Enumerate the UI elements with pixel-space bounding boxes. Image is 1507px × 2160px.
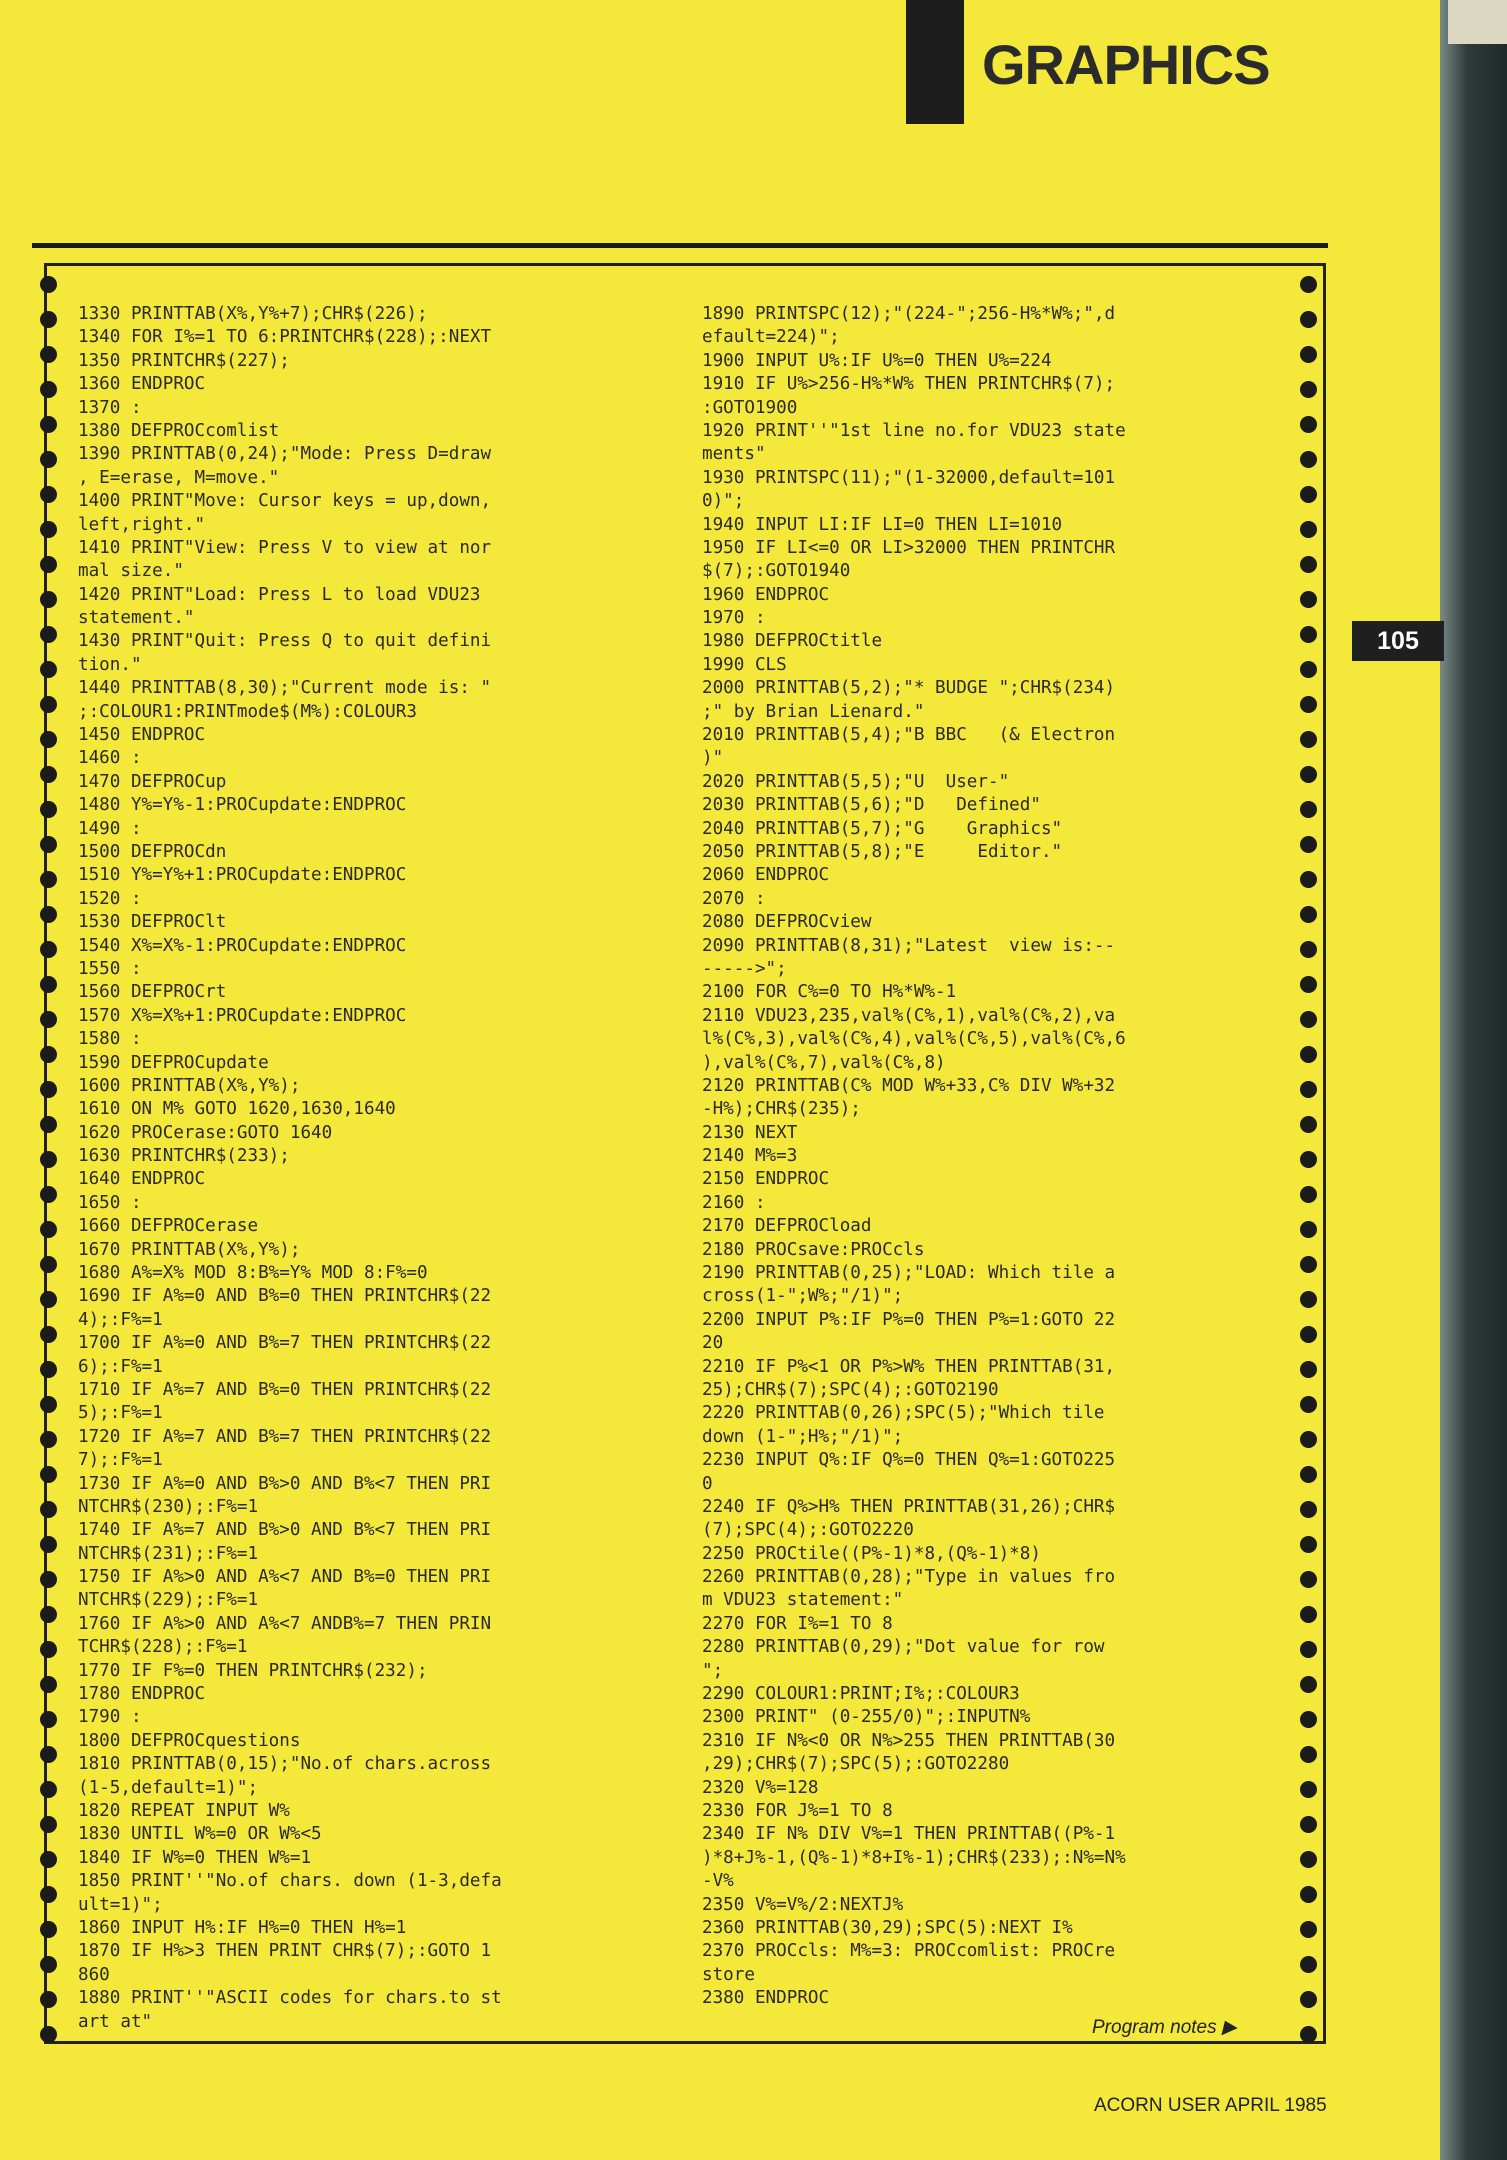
sprocket-hole xyxy=(1300,1536,1317,1553)
sprocket-hole xyxy=(1300,1081,1317,1098)
sprocket-hole xyxy=(40,906,57,923)
code-line: ;" by Brian Lienard." xyxy=(702,701,925,722)
code-line: 1360 ENDPROC xyxy=(78,374,206,395)
code-line: 1690 IF A%=0 AND B%=0 THEN PRINTCHR$(22 xyxy=(78,1286,492,1307)
code-line: -V% xyxy=(702,1871,734,1892)
code-line: 2220 PRINTTAB(0,26);SPC(5);"Which tile xyxy=(702,1403,1105,1424)
sprocket-hole xyxy=(40,1746,57,1763)
sprocket-hole xyxy=(1300,451,1317,468)
code-line: 1720 IF A%=7 AND B%=7 THEN PRINTCHR$(22 xyxy=(78,1426,492,1447)
code-line: (7);SPC(4);:GOTO2220 xyxy=(702,1520,914,1541)
sprocket-hole xyxy=(40,1536,57,1553)
code-line: 1640 ENDPROC xyxy=(78,1169,206,1190)
code-line: ),val%(C%,7),val%(C%,8) xyxy=(702,1052,946,1073)
code-line: 2340 IF N% DIV V%=1 THEN PRINTTAB((P%-1 xyxy=(702,1824,1116,1845)
code-line: )" xyxy=(702,748,724,769)
sprocket-hole xyxy=(1300,276,1317,293)
sprocket-hole xyxy=(40,1326,57,1343)
top-rule xyxy=(32,243,1328,248)
code-line: 1810 PRINTTAB(0,15);"No.of chars.across xyxy=(78,1754,492,1775)
sprocket-hole xyxy=(40,661,57,678)
sprocket-hole xyxy=(40,1011,57,1028)
code-line: down (1-";H%;"/1)"; xyxy=(702,1426,904,1447)
sprocket-hole xyxy=(40,486,57,503)
code-line: 2010 PRINTTAB(5,4);"B BBC (& Electron xyxy=(702,725,1116,746)
sprocket-hole xyxy=(1300,1431,1317,1448)
sprocket-hole xyxy=(1300,1326,1317,1343)
code-line: -H%);CHR$(235); xyxy=(702,1099,861,1120)
sprocket-hole xyxy=(1300,1956,1317,1973)
sprocket-hole xyxy=(1300,1186,1317,1203)
code-line: 1870 IF H%>3 THEN PRINT CHR$(7);:GOTO 1 xyxy=(78,1941,492,1962)
code-line: 1730 IF A%=0 AND B%>0 AND B%<7 THEN PRI xyxy=(78,1473,492,1494)
sprocket-hole xyxy=(40,1291,57,1308)
sprocket-hole xyxy=(40,521,57,538)
code-line: ments" xyxy=(702,444,766,465)
code-line: 1400 PRINT"Move: Cursor keys = up,down, xyxy=(78,491,492,512)
sprocket-hole xyxy=(40,1886,57,1903)
code-line: l%(C%,3),val%(C%,4),val%(C%,5),val%(C%,6 xyxy=(702,1029,1126,1050)
code-line: 1800 DEFPROCquestions xyxy=(78,1730,301,1751)
code-line: 2070 : xyxy=(702,888,766,909)
sprocket-hole xyxy=(1300,1676,1317,1693)
code-line: 1350 PRINTCHR$(227); xyxy=(78,350,290,371)
sprocket-hole xyxy=(1300,486,1317,503)
code-line: 5);:F%=1 xyxy=(78,1403,163,1424)
sprocket-hole xyxy=(1300,1641,1317,1658)
code-line: 2180 PROCsave:PROCcls xyxy=(702,1239,925,1260)
code-line: NTCHR$(231);:F%=1 xyxy=(78,1543,259,1564)
code-line: 2280 PRINTTAB(0,29);"Dot value for row xyxy=(702,1637,1105,1658)
code-line: 1540 X%=X%-1:PROCupdate:ENDPROC xyxy=(78,935,407,956)
sprocket-hole xyxy=(40,591,57,608)
code-line: 1930 PRINTSPC(11);"(1-32000,default=101 xyxy=(702,467,1116,488)
code-line: , E=erase, M=move." xyxy=(78,467,280,488)
code-line: 2090 PRINTTAB(8,31);"Latest view is:-- xyxy=(702,935,1116,956)
listing-column-right xyxy=(702,303,1272,2011)
code-line: ult=1)"; xyxy=(78,1894,163,1915)
code-line: 1890 PRINTSPC(12);"(224-";256-H%*W%;",d xyxy=(702,304,1116,324)
code-line: 7);:F%=1 xyxy=(78,1450,163,1471)
sprocket-hole xyxy=(1300,1991,1317,2008)
issue-footer: ACORN USER APRIL 1985 xyxy=(1094,2095,1327,2116)
code-line: 2110 VDU23,235,val%(C%,1),val%(C%,2),va xyxy=(702,1005,1116,1026)
code-line: NTCHR$(230);:F%=1 xyxy=(78,1496,259,1517)
sprocket-hole xyxy=(1300,1361,1317,1378)
sprocket-hole xyxy=(1300,1046,1317,1063)
listing-column-left xyxy=(78,303,638,2034)
code-line: 1660 DEFPROCerase xyxy=(78,1216,259,1237)
code-line: 1990 CLS xyxy=(702,654,787,675)
code-line: tion." xyxy=(78,654,142,675)
code-line: 1380 DEFPROCcomlist xyxy=(78,420,280,441)
code-line: 2200 INPUT P%:IF P%=0 THEN P%=1:GOTO 22 xyxy=(702,1309,1116,1330)
sprocket-hole xyxy=(40,1921,57,1938)
code-line: 4);:F%=1 xyxy=(78,1309,163,1330)
code-line: 2140 M%=3 xyxy=(702,1146,798,1167)
sprocket-hole xyxy=(1300,626,1317,643)
code-line: 1760 IF A%>0 AND A%<7 ANDB%=7 THEN PRIN xyxy=(78,1613,492,1634)
sprocket-hole xyxy=(40,451,57,468)
sprocket-hole xyxy=(1300,1151,1317,1168)
sprocket-hole xyxy=(1300,346,1317,363)
sprocket-hole xyxy=(1300,1816,1317,1833)
sprocket-hole xyxy=(40,766,57,783)
sprocket-hole xyxy=(1300,1501,1317,1518)
code-line: 2300 PRINT" (0-255/0)";:INPUTN% xyxy=(702,1707,1031,1728)
code-line: 1700 IF A%=0 AND B%=7 THEN PRINTCHR$(22 xyxy=(78,1333,492,1354)
code-line: 2020 PRINTTAB(5,5);"U User-" xyxy=(702,771,1010,792)
sprocket-hole xyxy=(40,346,57,363)
code-line: 2130 NEXT xyxy=(702,1122,798,1143)
sprocket-hole xyxy=(1300,1781,1317,1798)
code-line: 2160 : xyxy=(702,1192,766,1213)
sprocket-hole xyxy=(40,1956,57,1973)
code-line: 1900 INPUT U%:IF U%=0 THEN U%=224 xyxy=(702,350,1052,371)
sprocket-hole xyxy=(40,1151,57,1168)
sprocket-hole xyxy=(1300,661,1317,678)
code-line: 2060 ENDPROC xyxy=(702,865,830,886)
code-line: 1840 IF W%=0 THEN W%=1 xyxy=(78,1847,312,1868)
sprocket-hole xyxy=(40,1501,57,1518)
code-line: 2360 PRINTTAB(30,29);SPC(5):NEXT I% xyxy=(702,1917,1073,1938)
sprocket-hole xyxy=(40,1361,57,1378)
code-line: 2050 PRINTTAB(5,8);"E Editor." xyxy=(702,841,1063,862)
code-line: ;:COLOUR1:PRINTmode$(M%):COLOUR3 xyxy=(78,701,417,722)
code-line: 1750 IF A%>0 AND A%<7 AND B%=0 THEN PRI xyxy=(78,1567,492,1588)
code-line: 2190 PRINTTAB(0,25);"LOAD: Which tile a xyxy=(702,1263,1116,1284)
code-line: 0 xyxy=(702,1473,713,1494)
code-line: 1940 INPUT LI:IF LI=0 THEN LI=1010 xyxy=(702,514,1063,535)
code-line: 1560 DEFPROCrt xyxy=(78,982,227,1003)
sprocket-holes-right xyxy=(1300,0,1320,2160)
code-line: 1920 PRINT''"1st line no.for VDU23 state xyxy=(702,420,1126,441)
sprocket-hole xyxy=(1300,1011,1317,1028)
sprocket-hole xyxy=(1300,871,1317,888)
code-line: store xyxy=(702,1964,755,1985)
section-title: GRAPHICS xyxy=(982,33,1270,96)
code-line: 1530 DEFPROClt xyxy=(78,912,227,933)
code-line: 1510 Y%=Y%+1:PROCupdate:ENDPROC xyxy=(78,865,407,886)
code-line: 1340 FOR I%=1 TO 6:PRINTCHR$(228);:NEXT xyxy=(78,327,492,348)
code-line: 1330 PRINTTAB(X%,Y%+7);CHR$(226); xyxy=(78,304,428,324)
code-line: 1830 UNTIL W%=0 OR W%<5 xyxy=(78,1824,322,1845)
sprocket-hole xyxy=(1300,1921,1317,1938)
code-line: 2000 PRINTTAB(5,2);"* BUDGE ";CHR$(234) xyxy=(702,678,1116,699)
code-line: 2030 PRINTTAB(5,6);"D Defined" xyxy=(702,795,1041,816)
code-line: 1850 PRINT''"No.of chars. down (1-3,defa xyxy=(78,1871,502,1892)
code-line: 1500 DEFPROCdn xyxy=(78,841,227,862)
code-line: 1630 PRINTCHR$(233); xyxy=(78,1146,290,1167)
sprocket-hole xyxy=(40,1711,57,1728)
code-line: 2250 PROCtile((P%-1)*8,(Q%-1)*8) xyxy=(702,1543,1041,1564)
code-line: 2150 ENDPROC xyxy=(702,1169,830,1190)
sprocket-hole xyxy=(40,1221,57,1238)
code-line: 1620 PROCerase:GOTO 1640 xyxy=(78,1122,333,1143)
code-line: 1370 : xyxy=(78,397,142,418)
code-line: 1910 IF U%>256-H%*W% THEN PRINTCHR$(7); xyxy=(702,374,1116,395)
sprocket-hole xyxy=(1300,1746,1317,1763)
sprocket-hole xyxy=(40,1186,57,1203)
code-line: 2170 DEFPROCload xyxy=(702,1216,872,1237)
sprocket-hole xyxy=(1300,591,1317,608)
sprocket-hole xyxy=(40,1606,57,1623)
code-line: 1470 DEFPROCup xyxy=(78,771,227,792)
code-line: 1770 IF F%=0 THEN PRINTCHR$(232); xyxy=(78,1660,428,1681)
sprocket-hole xyxy=(1300,1116,1317,1133)
code-line: 1820 REPEAT INPUT W% xyxy=(78,1801,290,1821)
sprocket-hole xyxy=(1300,1851,1317,1868)
code-line: 1390 PRINTTAB(0,24);"Mode: Press D=draw xyxy=(78,444,492,465)
sprocket-hole xyxy=(40,941,57,958)
sprocket-hole xyxy=(1300,801,1317,818)
sprocket-hole xyxy=(1300,2026,1317,2043)
code-line: m VDU23 statement:" xyxy=(702,1590,904,1611)
code-line: 1420 PRINT"Load: Press L to load VDU23 xyxy=(78,584,481,605)
code-line: 2310 IF N%<0 OR N%>255 THEN PRINTTAB(30 xyxy=(702,1730,1116,1751)
code-line: 1650 : xyxy=(78,1192,142,1213)
sprocket-hole xyxy=(1300,1221,1317,1238)
code-line: 2270 FOR I%=1 TO 8 xyxy=(702,1613,893,1634)
code-line: 1440 PRINTTAB(8,30);"Current mode is: " xyxy=(78,678,492,699)
code-line: 2290 COLOUR1:PRINT;I%;:COLOUR3 xyxy=(702,1684,1020,1705)
code-line: 1780 ENDPROC xyxy=(78,1684,206,1705)
sprocket-hole xyxy=(1300,416,1317,433)
code-line: 6);:F%=1 xyxy=(78,1356,163,1377)
sprocket-hole xyxy=(40,801,57,818)
sprocket-hole xyxy=(40,1851,57,1868)
code-line: 1880 PRINT''"ASCII codes for chars.to st xyxy=(78,1988,502,2009)
sprocket-hole xyxy=(40,1781,57,1798)
sprocket-hole xyxy=(1300,1291,1317,1308)
sprocket-hole xyxy=(40,1116,57,1133)
sprocket-hole xyxy=(1300,556,1317,573)
code-line: (1-5,default=1)"; xyxy=(78,1777,259,1798)
code-line: 1790 : xyxy=(78,1707,142,1728)
code-line: 1610 ON M% GOTO 1620,1630,1640 xyxy=(78,1099,396,1120)
code-line: efault=224)"; xyxy=(702,327,840,348)
sprocket-hole xyxy=(40,1081,57,1098)
code-line: 2330 FOR J%=1 TO 8 xyxy=(702,1801,893,1821)
code-line: 1450 ENDPROC xyxy=(78,725,206,746)
program-notes-link[interactable]: Program notes ▶ xyxy=(1092,2017,1237,2038)
code-line: 1960 ENDPROC xyxy=(702,584,830,605)
sprocket-hole xyxy=(1300,1466,1317,1483)
sprocket-hole xyxy=(40,871,57,888)
sprocket-hole xyxy=(1300,906,1317,923)
sprocket-hole xyxy=(40,1431,57,1448)
code-line: 2230 INPUT Q%:IF Q%=0 THEN Q%=1:GOTO225 xyxy=(702,1450,1116,1471)
code-line: 1740 IF A%=7 AND B%>0 AND B%<7 THEN PRI xyxy=(78,1520,492,1541)
code-line: 2370 PROCcls: M%=3: PROCcomlist: PROCre xyxy=(702,1941,1116,1962)
code-line: 1670 PRINTTAB(X%,Y%); xyxy=(78,1239,301,1260)
page-edge-shadow xyxy=(1440,0,1507,2160)
sprocket-hole xyxy=(40,731,57,748)
code-line: 1950 IF LI<=0 OR LI>32000 THEN PRINTCHR xyxy=(702,537,1116,558)
sprocket-hole xyxy=(40,836,57,853)
sprocket-hole xyxy=(40,1676,57,1693)
sprocket-hole xyxy=(40,1256,57,1273)
code-line: ,29);CHR$(7);SPC(5);:GOTO2280 xyxy=(702,1754,1010,1775)
sprocket-holes-left xyxy=(40,0,60,2160)
code-line: 2080 DEFPROCview xyxy=(702,912,872,933)
sprocket-hole xyxy=(40,1641,57,1658)
code-line: )*8+J%-1,(Q%-1)*8+I%-1);CHR$(233);:N%=N% xyxy=(702,1847,1126,1868)
sprocket-hole xyxy=(1300,696,1317,713)
sprocket-hole xyxy=(1300,521,1317,538)
code-line: 1490 : xyxy=(78,818,142,839)
code-line: TCHR$(228);:F%=1 xyxy=(78,1637,248,1658)
code-line: 2120 PRINTTAB(C% MOD W%+33,C% DIV W%+32 xyxy=(702,1075,1116,1096)
code-line: 2210 IF P%<1 OR P%>W% THEN PRINTTAB(31, xyxy=(702,1356,1116,1377)
sprocket-hole xyxy=(40,1816,57,1833)
sprocket-hole xyxy=(1300,1571,1317,1588)
code-line: 1600 PRINTTAB(X%,Y%); xyxy=(78,1075,301,1096)
code-line: 1460 : xyxy=(78,748,142,769)
code-line: 1580 : xyxy=(78,1029,142,1050)
code-line: 2320 V%=128 xyxy=(702,1777,819,1798)
code-line: NTCHR$(229);:F%=1 xyxy=(78,1590,259,1611)
code-line: art at" xyxy=(78,2011,153,2032)
sprocket-hole xyxy=(40,1466,57,1483)
sprocket-hole xyxy=(1300,1711,1317,1728)
code-line: 2240 IF Q%>H% THEN PRINTTAB(31,26);CHR$ xyxy=(702,1496,1116,1517)
page-corner xyxy=(1448,0,1507,44)
code-line: $(7);:GOTO1940 xyxy=(702,561,851,582)
code-line: 1860 INPUT H%:IF H%=0 THEN H%=1 xyxy=(78,1917,407,1938)
sprocket-hole xyxy=(1300,766,1317,783)
sprocket-hole xyxy=(40,416,57,433)
sprocket-hole xyxy=(40,696,57,713)
sprocket-hole xyxy=(40,381,57,398)
code-line: ----->"; xyxy=(702,958,787,979)
code-line: 2040 PRINTTAB(5,7);"G Graphics" xyxy=(702,818,1063,839)
sprocket-hole xyxy=(40,626,57,643)
code-line: 1430 PRINT"Quit: Press Q to quit defini xyxy=(78,631,492,652)
code-line: statement." xyxy=(78,608,195,629)
code-line: 2350 V%=V%/2:NEXTJ% xyxy=(702,1894,904,1915)
code-line: 1980 DEFPROCtitle xyxy=(702,631,883,652)
code-line: 1410 PRINT"View: Press V to view at nor xyxy=(78,537,492,558)
sprocket-hole xyxy=(40,1046,57,1063)
sprocket-hole xyxy=(40,1571,57,1588)
code-line: 25);CHR$(7);SPC(4);:GOTO2190 xyxy=(702,1379,999,1400)
sprocket-hole xyxy=(1300,731,1317,748)
sprocket-hole xyxy=(40,976,57,993)
code-line: 1680 A%=X% MOD 8:B%=Y% MOD 8:F%=0 xyxy=(78,1263,428,1284)
code-line: 1570 X%=X%+1:PROCupdate:ENDPROC xyxy=(78,1005,407,1026)
sprocket-hole xyxy=(1300,976,1317,993)
code-line: 1520 : xyxy=(78,888,142,909)
sprocket-hole xyxy=(40,556,57,573)
code-line: left,right." xyxy=(78,514,206,535)
header-bar xyxy=(906,0,964,124)
sprocket-hole xyxy=(1300,381,1317,398)
sprocket-hole xyxy=(1300,836,1317,853)
code-line: 1590 DEFPROCupdate xyxy=(78,1052,269,1073)
code-line: 1970 : xyxy=(702,608,766,629)
code-line: 1550 : xyxy=(78,958,142,979)
code-line: 20 xyxy=(702,1333,724,1354)
page-number-tab: 105 xyxy=(1352,621,1444,661)
code-line: 1480 Y%=Y%-1:PROCupdate:ENDPROC xyxy=(78,795,407,816)
code-line: :GOTO1900 xyxy=(702,397,798,418)
code-line: 2100 FOR C%=0 TO H%*W%-1 xyxy=(702,982,957,1003)
code-line: "; xyxy=(702,1660,724,1681)
code-line: 860 xyxy=(78,1964,110,1985)
sprocket-hole xyxy=(40,1991,57,2008)
sprocket-hole xyxy=(1300,1256,1317,1273)
code-line: 2380 ENDPROC xyxy=(702,1988,830,2009)
sprocket-hole xyxy=(1300,941,1317,958)
sprocket-hole xyxy=(40,311,57,328)
code-line: cross(1-";W%;"/1)"; xyxy=(702,1286,904,1307)
sprocket-hole xyxy=(40,276,57,293)
sprocket-hole xyxy=(1300,1396,1317,1413)
sprocket-hole xyxy=(40,1396,57,1413)
code-line: 1710 IF A%=7 AND B%=0 THEN PRINTCHR$(22 xyxy=(78,1379,492,1400)
sprocket-hole xyxy=(40,2026,57,2043)
sprocket-hole xyxy=(1300,311,1317,328)
sprocket-hole xyxy=(1300,1886,1317,1903)
code-line: mal size." xyxy=(78,561,184,582)
code-line: 0)"; xyxy=(702,491,745,512)
code-line: 2260 PRINTTAB(0,28);"Type in values fro xyxy=(702,1567,1116,1588)
sprocket-hole xyxy=(1300,1606,1317,1623)
